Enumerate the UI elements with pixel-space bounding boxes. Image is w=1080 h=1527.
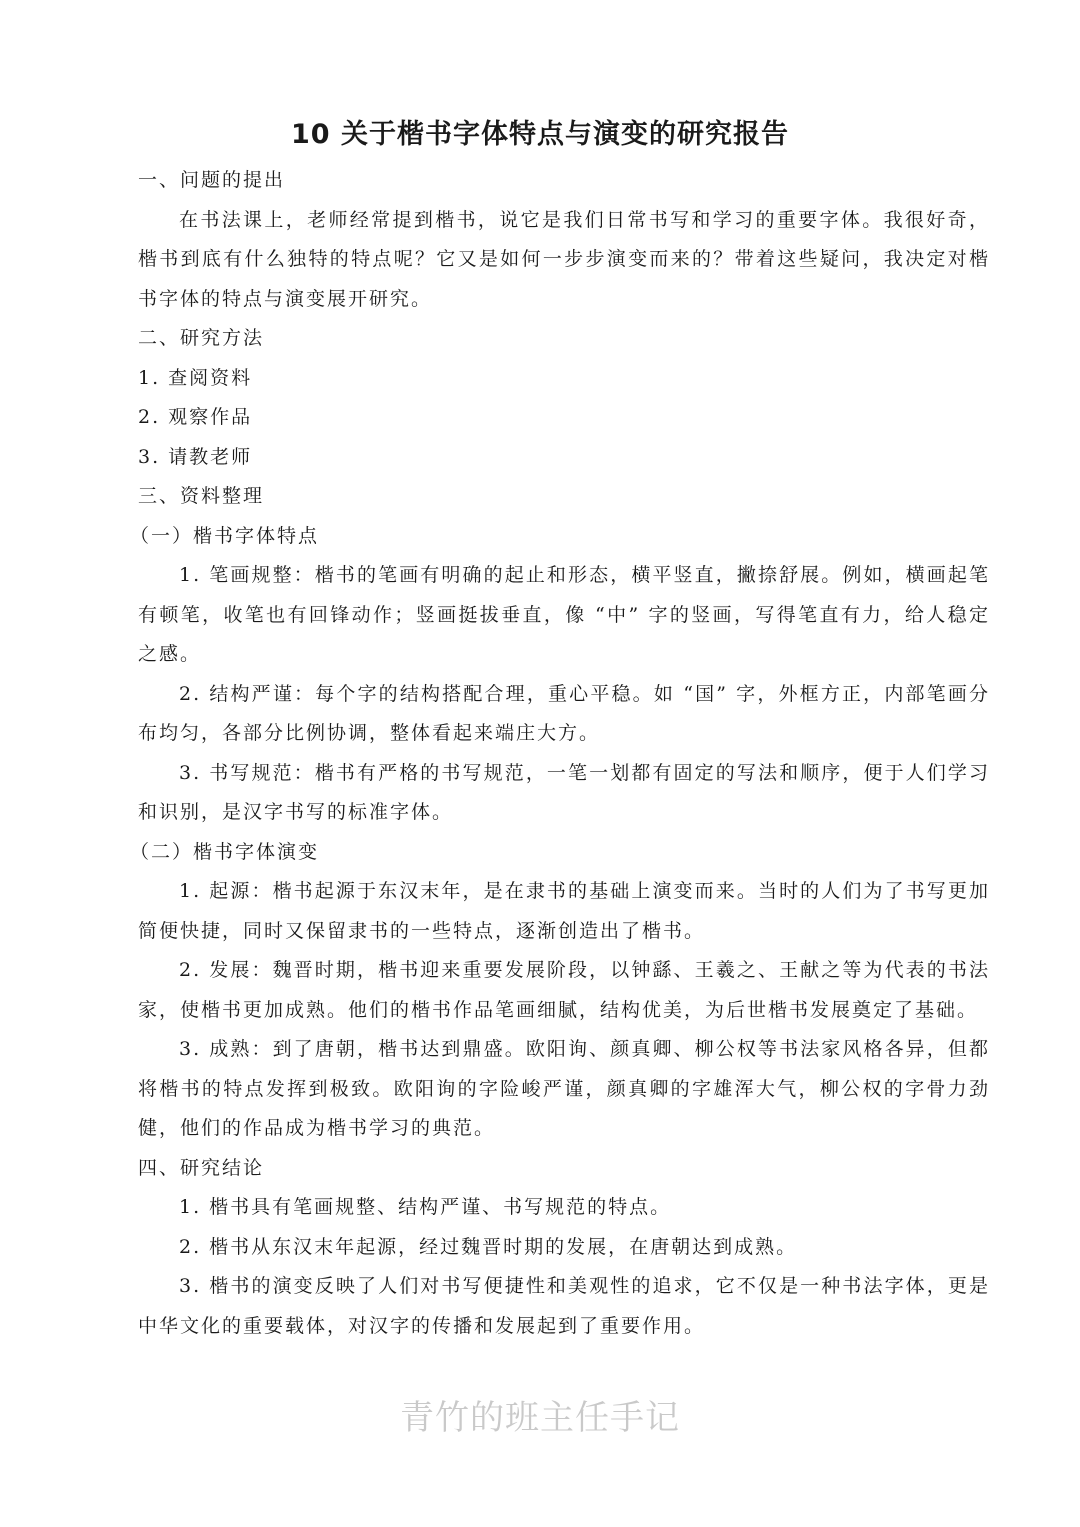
evolution-item: 1. 起源：楷书起源于东汉末年，是在隶书的基础上演变而来。当时的人们为了书写更加简便快捷，同时又保留隶书的一些特点，逐渐创造出了楷书。: [138, 880, 990, 942]
section-heading-conclusion: 四、研究结论: [138, 1156, 265, 1179]
method-item: 2. 观察作品: [138, 406, 253, 428]
section-heading-materials: 三、资料整理: [138, 485, 265, 507]
method-item: 1. 查阅资料: [138, 366, 253, 389]
report-title: 10 关于楷书字体特点与演变的研究报告: [291, 119, 789, 150]
method-item: 3. 请教老师: [138, 445, 253, 468]
conclusion-item: 2. 楷书从东汉末年起源，经过魏晋时期的发展，在唐朝达到成熟。: [179, 1235, 798, 1258]
evolution-item: 3. 成熟：到了唐朝，楷书达到鼎盛。欧阳询、颜真卿、柳公权等书法家风格各异，但都将楷书的特点发挥到极致。欧阳询的字险峻严谨，颜真卿的字雄浑大气，柳公权的字骨力劲健，他们的作品成为楷书学习的典范。: [138, 1038, 990, 1139]
section-heading-methods: 二、研究方法: [138, 327, 265, 349]
problem-paragraph: 在书法课上，老师经常提到楷书，说它是我们日常书写和学习的重要字体。我很好奇，楷书到底有什么独特的特点呢？它又是如何一步步演变而来的？带着这些疑问，我决定对楷书字体的特点与演变展开研究。: [138, 208, 990, 310]
report-body: [130, 161, 990, 1346]
conclusion-item: 1. 楷书具有笔画规整、结构严谨、书写规范的特点。: [179, 1196, 672, 1218]
subsection-heading-features: （一）楷书字体特点: [130, 524, 320, 547]
conclusion-item: 3. 楷书的演变反映了人们对书写便捷性和美观性的追求，它不仅是一种书法字体，更是中华文化的重要载体，对汉字的传播和发展起到了重要作用。: [138, 1275, 990, 1337]
watermark-text: 青竹的班主任手记: [400, 1398, 680, 1438]
feature-item: 3. 书写规范：楷书有严格的书写规范，一笔一划都有固定的写法和顺序，便于人们学习和识别，是汉字书写的标准字体。: [138, 761, 990, 823]
subsection-heading-evolution: （二）楷书字体演变: [130, 840, 320, 863]
evolution-item: 2. 发展：魏晋时期，楷书迎来重要发展阶段，以钟繇、王羲之、王献之等为代表的书法家，使楷书更加成熟。他们的楷书作品笔画细腻，结构优美，为后世楷书发展奠定了基础。: [138, 959, 990, 1021]
section-heading-problem: 一、问题的提出: [138, 169, 286, 191]
feature-item: 1. 笔画规整：楷书的笔画有明确的起止和形态，横平竖直，撇捺舒展。例如，横画起笔有顿笔，收笔也有回锋动作；竖画挺拔垂直，像 “中” 字的竖画，写得笔直有力，给人稳定之感。: [138, 564, 990, 665]
feature-item: 2. 结构严谨：每个字的结构搭配合理，重心平稳。如 “国” 字，外框方正，内部笔画分布均匀，各部分比例协调，整体看起来端庄大方。: [138, 682, 990, 744]
